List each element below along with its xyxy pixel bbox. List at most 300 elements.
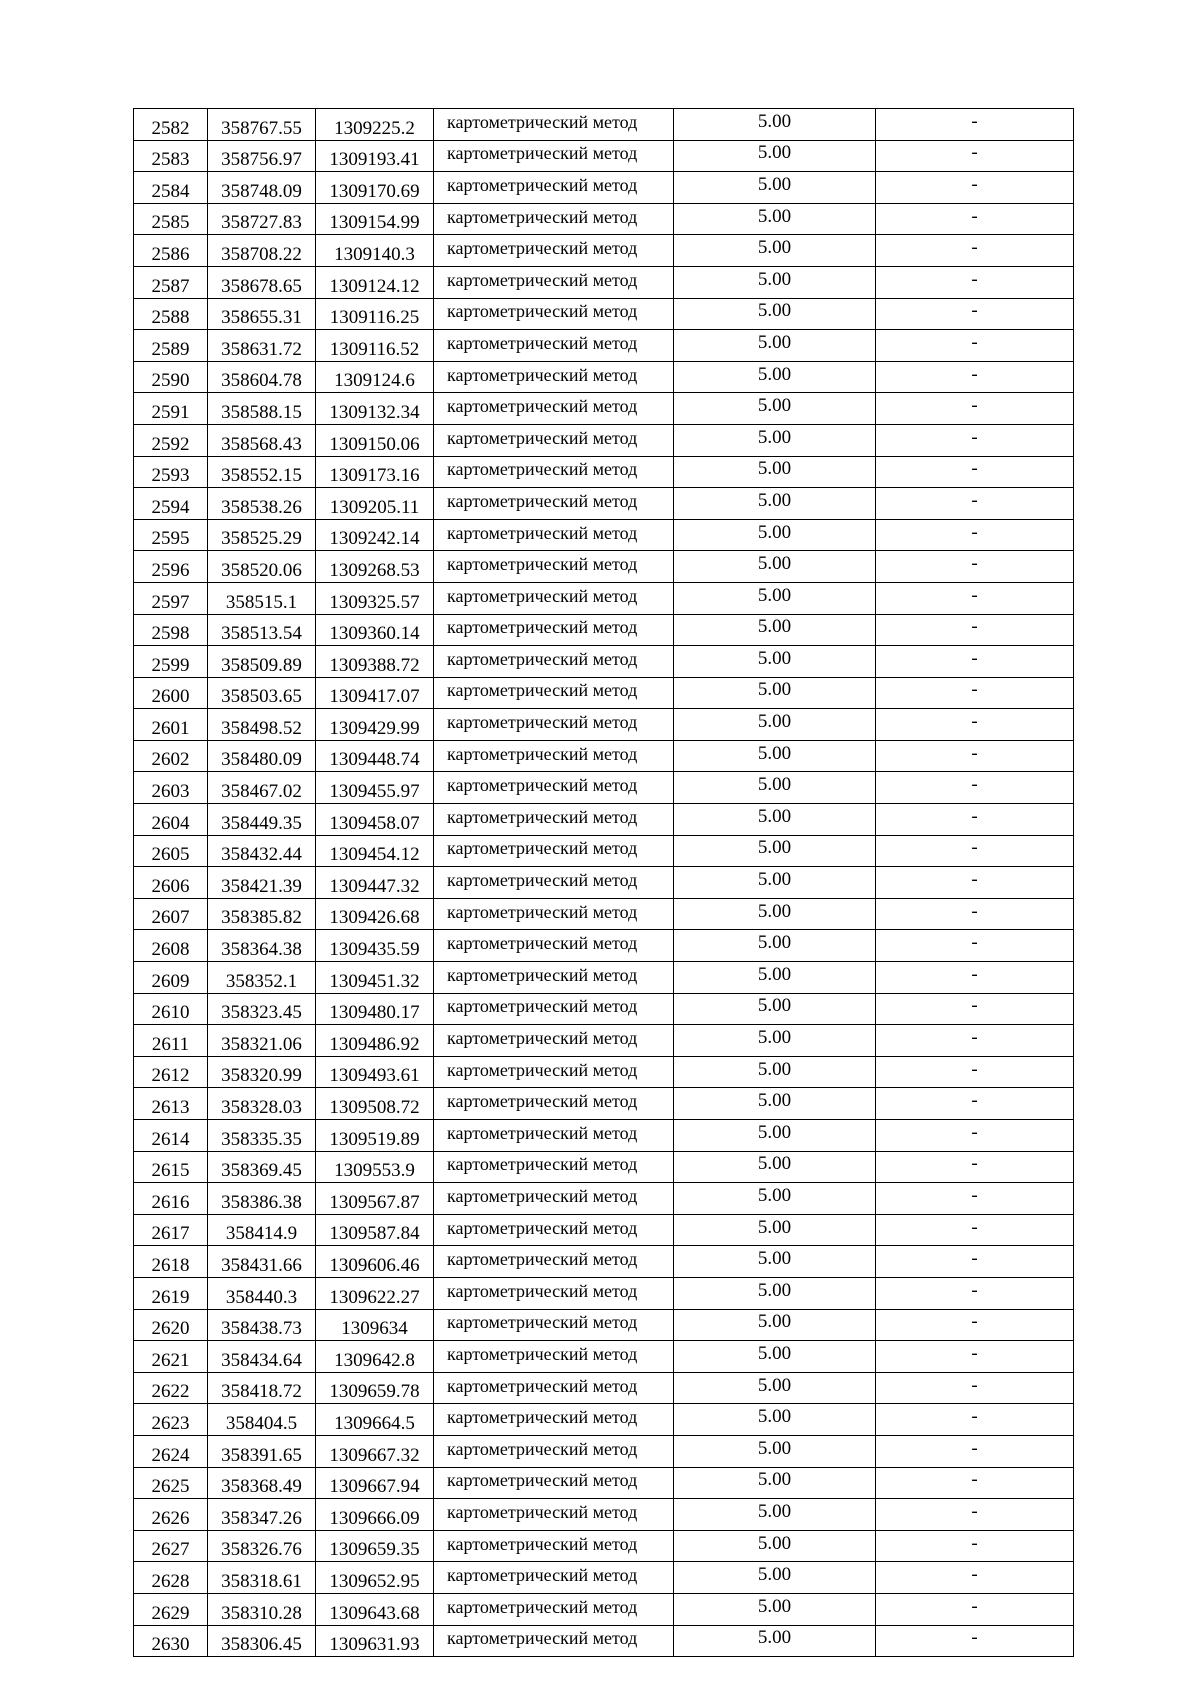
method-cell [434, 709, 674, 741]
note-cell [876, 551, 1074, 583]
x-coordinate-cell [208, 393, 316, 425]
x-coordinate-cell-text: 358326.76 [221, 1539, 302, 1561]
point-number-cell [134, 804, 208, 836]
point-number-cell [134, 1530, 208, 1562]
table-row [134, 709, 1074, 741]
point-number-cell [134, 551, 208, 583]
point-number-cell [134, 1214, 208, 1246]
x-coordinate-cell-text: 358515.1 [225, 591, 298, 613]
method-cell [434, 898, 674, 930]
point-number-cell [134, 709, 208, 741]
x-coordinate-cell-text: 358503.65 [221, 686, 302, 708]
y-coordinate-cell-text: 1309124.12 [329, 275, 420, 297]
method-cell-text: картометрический метод [447, 1628, 638, 1649]
method-cell-text: картометрический метод [447, 617, 638, 638]
x-coordinate-cell [208, 1341, 316, 1373]
table-row [134, 1467, 1074, 1499]
x-coordinate-cell-text: 358320.99 [221, 1065, 302, 1087]
point-number-cell [134, 1562, 208, 1594]
y-coordinate-cell [316, 740, 434, 772]
table-row [134, 393, 1074, 425]
method-cell-text: картометрический метод [447, 870, 638, 891]
note-cell [876, 1088, 1074, 1120]
y-coordinate-cell [316, 993, 434, 1025]
accuracy-cell-text: 5.00 [757, 1406, 792, 1428]
accuracy-cell [674, 456, 876, 488]
note-cell-text: - [971, 331, 978, 353]
y-coordinate-cell-text: 1309667.94 [329, 1476, 420, 1498]
accuracy-cell [674, 709, 876, 741]
note-cell [876, 1309, 1074, 1341]
method-cell [434, 1499, 674, 1531]
method-cell-text: картометрический метод [447, 1407, 638, 1428]
table-row [134, 1435, 1074, 1467]
accuracy-cell-text: 5.00 [757, 110, 792, 132]
point-number-cell [134, 677, 208, 709]
method-cell-text: картометрический метод [447, 1059, 638, 1080]
point-number-cell-text: 2600 [151, 686, 190, 708]
point-number-cell [134, 298, 208, 330]
x-coordinate-cell-text: 358538.26 [221, 496, 302, 518]
x-coordinate-cell [208, 867, 316, 899]
note-cell-text: - [971, 1374, 978, 1396]
accuracy-cell [674, 962, 876, 994]
x-coordinate-cell-text: 358306.45 [221, 1634, 302, 1656]
point-number-cell-text: 2621 [151, 1349, 190, 1371]
y-coordinate-cell [316, 1277, 434, 1309]
table-row [134, 1214, 1074, 1246]
note-cell [876, 582, 1074, 614]
y-coordinate-cell [316, 1309, 434, 1341]
method-cell-text: картометрический метод [447, 996, 638, 1017]
method-cell-text: картометрический метод [447, 1185, 638, 1206]
y-coordinate-cell [316, 867, 434, 899]
point-number-cell-text: 2605 [151, 844, 190, 866]
point-number-cell [134, 930, 208, 962]
accuracy-cell [674, 203, 876, 235]
x-coordinate-cell-text: 358467.02 [221, 781, 302, 803]
note-cell [876, 1183, 1074, 1215]
accuracy-cell [674, 582, 876, 614]
x-coordinate-cell-text: 358756.97 [221, 149, 302, 171]
point-number-cell [134, 582, 208, 614]
x-coordinate-cell [208, 582, 316, 614]
point-number-cell-text: 2626 [151, 1507, 190, 1529]
point-number-cell [134, 266, 208, 298]
method-cell-text: картометрический метод [447, 1596, 638, 1617]
method-cell-text: картометрический метод [447, 427, 638, 448]
y-coordinate-cell [316, 1625, 434, 1657]
table-row [134, 1183, 1074, 1215]
accuracy-cell [674, 1341, 876, 1373]
y-coordinate-cell [316, 1372, 434, 1404]
x-coordinate-cell-text: 358748.09 [221, 180, 302, 202]
note-cell [876, 646, 1074, 678]
method-cell [434, 677, 674, 709]
method-cell-text: картометрический метод [447, 554, 638, 575]
accuracy-cell-text: 5.00 [757, 142, 792, 164]
accuracy-cell-text: 5.00 [757, 521, 792, 543]
x-coordinate-cell-text: 358432.44 [221, 844, 302, 866]
y-coordinate-cell [316, 393, 434, 425]
accuracy-cell-text: 5.00 [757, 1564, 792, 1586]
x-coordinate-cell-text: 358335.35 [221, 1128, 302, 1150]
accuracy-cell [674, 677, 876, 709]
y-coordinate-cell-text: 1309508.72 [329, 1097, 420, 1118]
coordinates-table [133, 108, 1074, 1657]
accuracy-cell [674, 867, 876, 899]
table-row [134, 1341, 1074, 1373]
y-coordinate-cell [316, 266, 434, 298]
accuracy-cell [674, 646, 876, 678]
method-cell [434, 1246, 674, 1278]
table-row [134, 867, 1074, 899]
note-cell-text: - [971, 110, 978, 132]
note-cell-text: - [971, 268, 978, 290]
y-coordinate-cell [316, 424, 434, 456]
method-cell-text: картометрический метод [447, 901, 638, 922]
method-cell-text: картометрический метод [447, 1501, 638, 1522]
accuracy-cell-text: 5.00 [757, 237, 792, 259]
table-row [134, 930, 1074, 962]
y-coordinate-cell-text: 1309622.27 [329, 1286, 420, 1308]
table-row [134, 203, 1074, 235]
table-row [134, 1056, 1074, 1088]
y-coordinate-cell-text: 1309173.16 [329, 465, 420, 487]
x-coordinate-cell [208, 1214, 316, 1246]
x-coordinate-cell-text: 358323.45 [221, 1002, 302, 1024]
accuracy-cell [674, 1499, 876, 1531]
note-cell-text: - [971, 1058, 978, 1080]
note-cell [876, 140, 1074, 172]
note-cell-text: - [971, 142, 978, 164]
method-cell [434, 1088, 674, 1120]
x-coordinate-cell [208, 1625, 316, 1657]
accuracy-cell-text: 5.00 [757, 900, 792, 922]
x-coordinate-cell [208, 804, 316, 836]
x-coordinate-cell [208, 1246, 316, 1278]
y-coordinate-cell [316, 488, 434, 520]
method-cell [434, 1277, 674, 1309]
method-cell [434, 203, 674, 235]
method-cell-text: картометрический метод [447, 1091, 638, 1112]
accuracy-cell-text: 5.00 [757, 553, 792, 575]
table-row [134, 109, 1074, 141]
note-cell [876, 614, 1074, 646]
x-coordinate-cell [208, 172, 316, 204]
y-coordinate-cell [316, 1120, 434, 1152]
x-coordinate-cell-text: 358631.72 [221, 338, 302, 360]
note-cell-text: - [971, 1216, 978, 1238]
note-cell [876, 1151, 1074, 1183]
point-number-cell [134, 519, 208, 551]
method-cell-text: картометрический метод [447, 1438, 638, 1459]
note-cell-text: - [971, 616, 978, 638]
x-coordinate-cell-text: 358321.06 [221, 1033, 302, 1055]
point-number-cell [134, 867, 208, 899]
point-number-cell-text: 2630 [151, 1634, 190, 1656]
x-coordinate-cell-text: 358438.73 [221, 1318, 302, 1340]
note-cell-text: - [971, 837, 978, 859]
accuracy-cell-text: 5.00 [757, 1532, 792, 1554]
method-cell-text: картометрический метод [447, 648, 638, 669]
y-coordinate-cell-text: 1309268.53 [329, 559, 420, 581]
method-cell [434, 614, 674, 646]
accuracy-cell-text: 5.00 [757, 1248, 792, 1270]
method-cell-text: картометрический метод [447, 933, 638, 954]
accuracy-cell-text: 5.00 [757, 616, 792, 638]
accuracy-cell [674, 1277, 876, 1309]
y-coordinate-cell-text: 1309667.32 [329, 1444, 420, 1466]
y-coordinate-cell [316, 1593, 434, 1625]
note-cell [876, 1499, 1074, 1531]
x-coordinate-cell [208, 424, 316, 456]
method-cell-text: картометрический метод [447, 1122, 638, 1143]
note-cell-text: - [971, 521, 978, 543]
method-cell-text: картометрический метод [447, 806, 638, 827]
note-cell-text: - [971, 237, 978, 259]
point-number-cell-text: 2599 [151, 654, 190, 676]
method-cell-text: картометрический метод [447, 1375, 638, 1396]
y-coordinate-cell [316, 1467, 434, 1499]
note-cell [876, 172, 1074, 204]
x-coordinate-cell [208, 962, 316, 994]
point-number-cell-text: 2588 [151, 307, 190, 329]
y-coordinate-cell-text: 1309140.3 [334, 243, 415, 265]
y-coordinate-cell-text: 1309426.68 [329, 907, 420, 929]
x-coordinate-cell-text: 358352.1 [225, 970, 298, 992]
accuracy-cell [674, 424, 876, 456]
method-cell-text: картометрический метод [447, 964, 638, 985]
x-coordinate-cell [208, 1120, 316, 1152]
accuracy-cell [674, 488, 876, 520]
method-cell-text: картометрический метод [447, 712, 638, 733]
x-coordinate-cell-text: 358364.38 [221, 939, 302, 961]
method-cell [434, 172, 674, 204]
method-cell-text: картометрический метод [447, 206, 638, 227]
table-row [134, 614, 1074, 646]
x-coordinate-cell [208, 930, 316, 962]
x-coordinate-cell [208, 1183, 316, 1215]
accuracy-cell [674, 804, 876, 836]
x-coordinate-cell [208, 1530, 316, 1562]
point-number-cell-text: 2613 [151, 1097, 190, 1118]
accuracy-cell-text: 5.00 [757, 331, 792, 353]
x-coordinate-cell [208, 677, 316, 709]
point-number-cell [134, 488, 208, 520]
y-coordinate-cell [316, 109, 434, 141]
y-coordinate-cell [316, 1562, 434, 1594]
x-coordinate-cell-text: 358498.52 [221, 717, 302, 739]
accuracy-cell [674, 930, 876, 962]
point-number-cell-text: 2628 [151, 1570, 190, 1592]
note-cell-text: - [971, 1469, 978, 1491]
point-number-cell-text: 2608 [151, 939, 190, 961]
accuracy-cell [674, 298, 876, 330]
y-coordinate-cell-text: 1309631.93 [329, 1634, 420, 1656]
note-cell [876, 1467, 1074, 1499]
accuracy-cell-text: 5.00 [757, 1058, 792, 1080]
y-coordinate-cell [316, 1404, 434, 1436]
point-number-cell-text: 2616 [151, 1191, 190, 1213]
table-row [134, 1372, 1074, 1404]
note-cell-text: - [971, 489, 978, 511]
method-cell [434, 993, 674, 1025]
y-coordinate-cell [316, 361, 434, 393]
table-row [134, 1593, 1074, 1625]
accuracy-cell [674, 1151, 876, 1183]
method-cell [434, 330, 674, 362]
note-cell [876, 203, 1074, 235]
accuracy-cell [674, 1530, 876, 1562]
accuracy-cell [674, 1120, 876, 1152]
point-number-cell [134, 140, 208, 172]
table-row [134, 1309, 1074, 1341]
note-cell [876, 1120, 1074, 1152]
accuracy-cell [674, 393, 876, 425]
x-coordinate-cell [208, 1309, 316, 1341]
method-cell [434, 1151, 674, 1183]
y-coordinate-cell-text: 1309124.6 [334, 370, 415, 392]
x-coordinate-cell [208, 1562, 316, 1594]
note-cell [876, 804, 1074, 836]
y-coordinate-cell-text: 1309448.74 [329, 749, 420, 771]
y-coordinate-cell-text: 1309664.5 [334, 1412, 415, 1434]
x-coordinate-cell [208, 993, 316, 1025]
y-coordinate-cell-text: 1309519.89 [329, 1128, 420, 1150]
method-cell [434, 930, 674, 962]
note-cell [876, 835, 1074, 867]
method-cell [434, 1214, 674, 1246]
accuracy-cell-text: 5.00 [757, 1374, 792, 1396]
y-coordinate-cell [316, 898, 434, 930]
y-coordinate-cell [316, 582, 434, 614]
accuracy-cell-text: 5.00 [757, 963, 792, 985]
y-coordinate-cell [316, 930, 434, 962]
accuracy-cell [674, 266, 876, 298]
method-cell [434, 646, 674, 678]
note-cell-text: - [971, 805, 978, 827]
accuracy-cell-text: 5.00 [757, 1627, 792, 1649]
method-cell [434, 1372, 674, 1404]
x-coordinate-cell [208, 614, 316, 646]
point-number-cell-text: 2592 [151, 433, 190, 455]
table-row [134, 772, 1074, 804]
table-row [134, 1151, 1074, 1183]
note-cell-text: - [971, 932, 978, 954]
x-coordinate-cell [208, 456, 316, 488]
accuracy-cell-text: 5.00 [757, 1216, 792, 1238]
accuracy-cell [674, 740, 876, 772]
y-coordinate-cell [316, 1025, 434, 1057]
method-cell [434, 140, 674, 172]
accuracy-cell-text: 5.00 [757, 742, 792, 764]
x-coordinate-cell [208, 298, 316, 330]
accuracy-cell [674, 614, 876, 646]
note-cell [876, 898, 1074, 930]
note-cell [876, 1214, 1074, 1246]
method-cell [434, 298, 674, 330]
point-number-cell [134, 424, 208, 456]
x-coordinate-cell-text: 358368.49 [221, 1476, 302, 1498]
y-coordinate-cell [316, 1088, 434, 1120]
accuracy-cell-text: 5.00 [757, 805, 792, 827]
note-cell-text: - [971, 679, 978, 701]
x-coordinate-cell [208, 1467, 316, 1499]
y-coordinate-cell-text: 1309154.99 [329, 212, 420, 234]
x-coordinate-cell [208, 646, 316, 678]
y-coordinate-cell [316, 835, 434, 867]
accuracy-cell [674, 1593, 876, 1625]
x-coordinate-cell [208, 740, 316, 772]
accuracy-cell-text: 5.00 [757, 679, 792, 701]
accuracy-cell [674, 993, 876, 1025]
y-coordinate-cell-text: 1309659.35 [329, 1539, 420, 1561]
y-coordinate-cell [316, 677, 434, 709]
y-coordinate-cell-text: 1309429.99 [329, 717, 420, 739]
method-cell-text: картометрический метод [447, 585, 638, 606]
note-cell [876, 330, 1074, 362]
x-coordinate-cell-text: 358588.15 [221, 401, 302, 423]
note-cell [876, 1562, 1074, 1594]
point-number-cell-text: 2595 [151, 528, 190, 550]
method-cell [434, 1025, 674, 1057]
accuracy-cell [674, 1309, 876, 1341]
y-coordinate-cell-text: 1309435.59 [329, 939, 420, 961]
point-number-cell-text: 2585 [151, 212, 190, 234]
y-coordinate-cell-text: 1309659.78 [329, 1381, 420, 1403]
x-coordinate-cell [208, 772, 316, 804]
point-number-cell [134, 203, 208, 235]
point-number-cell-text: 2587 [151, 275, 190, 297]
x-coordinate-cell [208, 1056, 316, 1088]
point-number-cell-text: 2618 [151, 1254, 190, 1276]
point-number-cell-text: 2604 [151, 812, 190, 834]
y-coordinate-cell [316, 1183, 434, 1215]
x-coordinate-cell-text: 358568.43 [221, 433, 302, 455]
point-number-cell-text: 2614 [151, 1128, 190, 1150]
accuracy-cell-text: 5.00 [757, 1342, 792, 1364]
table-row [134, 1625, 1074, 1657]
note-cell [876, 361, 1074, 393]
table-row [134, 1246, 1074, 1278]
point-number-cell [134, 1499, 208, 1531]
note-cell-text: - [971, 395, 978, 417]
accuracy-cell-text: 5.00 [757, 1153, 792, 1175]
y-coordinate-cell [316, 1246, 434, 1278]
table-row [134, 962, 1074, 994]
y-coordinate-cell [316, 962, 434, 994]
x-coordinate-cell-text: 358513.54 [221, 623, 302, 645]
table-row [134, 677, 1074, 709]
y-coordinate-cell [316, 1151, 434, 1183]
y-coordinate-cell-text: 1309205.11 [329, 496, 420, 518]
note-cell-text: - [971, 742, 978, 764]
y-coordinate-cell [316, 1530, 434, 1562]
point-number-cell [134, 898, 208, 930]
y-coordinate-cell [316, 804, 434, 836]
table-row [134, 1120, 1074, 1152]
note-cell-text: - [971, 173, 978, 195]
point-number-cell-text: 2603 [151, 781, 190, 803]
point-number-cell [134, 962, 208, 994]
x-coordinate-cell [208, 203, 316, 235]
accuracy-cell [674, 1467, 876, 1499]
x-coordinate-cell [208, 1435, 316, 1467]
note-cell-text: - [971, 363, 978, 385]
y-coordinate-cell-text: 1309587.84 [329, 1223, 420, 1245]
note-cell-text: - [971, 995, 978, 1017]
